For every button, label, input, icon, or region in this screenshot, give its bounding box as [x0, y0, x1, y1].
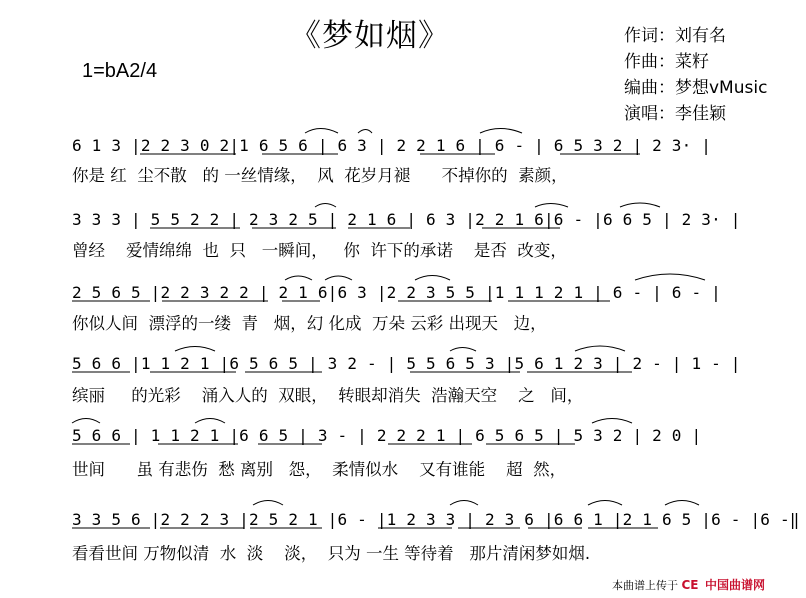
arranger-credit: 编曲：梦想vMusic: [624, 78, 768, 98]
notation-line: 2 5 6 5 |2 2 3 2 2 | 2 1 6|6 3 |2 2 3 5 5 |1 1 1 2 1 | 6 - | 6 - |: [72, 283, 721, 302]
key-signature: 1=bA2/4: [82, 60, 158, 82]
site-brand[interactable]: 中国曲谱网: [705, 578, 766, 592]
lyrics-line: 缤丽 的光彩 涌入人的 双眼， 转眼却消失 浩瀚天空 之 间，: [72, 386, 584, 405]
lyricist-credit: 作词：刘有名: [624, 26, 726, 46]
notation-line: 6 1 3 |2 2 3 0 2|1 6 5 6 | 6 3 | 2 2 1 6 | 6 - | 6 5 3 2 | 2 3· |: [72, 136, 712, 155]
notation-line: 5 6 6 |1 1 2 1 |6 5 6 5 | 3 2 - | 5 5 6 5 3 |5 6 1 2 3 | 2 - | 1 - |: [72, 354, 741, 373]
lyrics-line: 世间 虽 有悲伤 愁 离别 怨， 柔情似水 又有谁能 超 然，: [72, 460, 567, 479]
site-logo-icon: CE: [681, 578, 699, 592]
lyrics-line: 你是 红 尘不散 的 一丝情缘， 风 花岁月褪 不掉你的 素颜，: [72, 166, 568, 185]
notation-line: 3 3 3 | 5 5 2 2 | 2 3 2 5 | 2 1 6 | 6 3 |2 2 1 6|6 - |6 6 5 | 2 3· |: [72, 210, 741, 229]
singer-credit: 演唱：李佳颖: [624, 104, 726, 124]
song-title: 《梦如烟》: [290, 18, 450, 54]
notation-line: 5 6 6 | 1 1 2 1 |6 6 5 | 3 - | 2 2 2 1 | 6 5 6 5 | 5 3 2 | 2 0 |: [72, 426, 702, 445]
lyrics-line: 曾经 爱情绵绵 也 只 一瞬间， 你 许下的承诺 是否 改变，: [72, 241, 567, 260]
notation-line: 3 3 5 6 |2 2 2 3 |2 5 2 1 |6 - |1 2 3 3 | 2 3 6 |6 6 1 |2 1 6 5 |6 - |6 -‖: [72, 510, 800, 529]
lyrics-line: 看看世间 万物似清 水 淡 淡， 只为 一生 等待着 那片清闲梦如烟.: [72, 544, 591, 563]
upload-note: 本曲谱上传于: [612, 579, 678, 592]
upload-footer: [612, 576, 765, 593]
composer-credit: 作曲：菜籽: [624, 52, 709, 72]
lyrics-line: 你似人间 漂浮的一缕 青 烟，幻 化成 万朵 云彩 出现天 边，: [72, 314, 547, 333]
